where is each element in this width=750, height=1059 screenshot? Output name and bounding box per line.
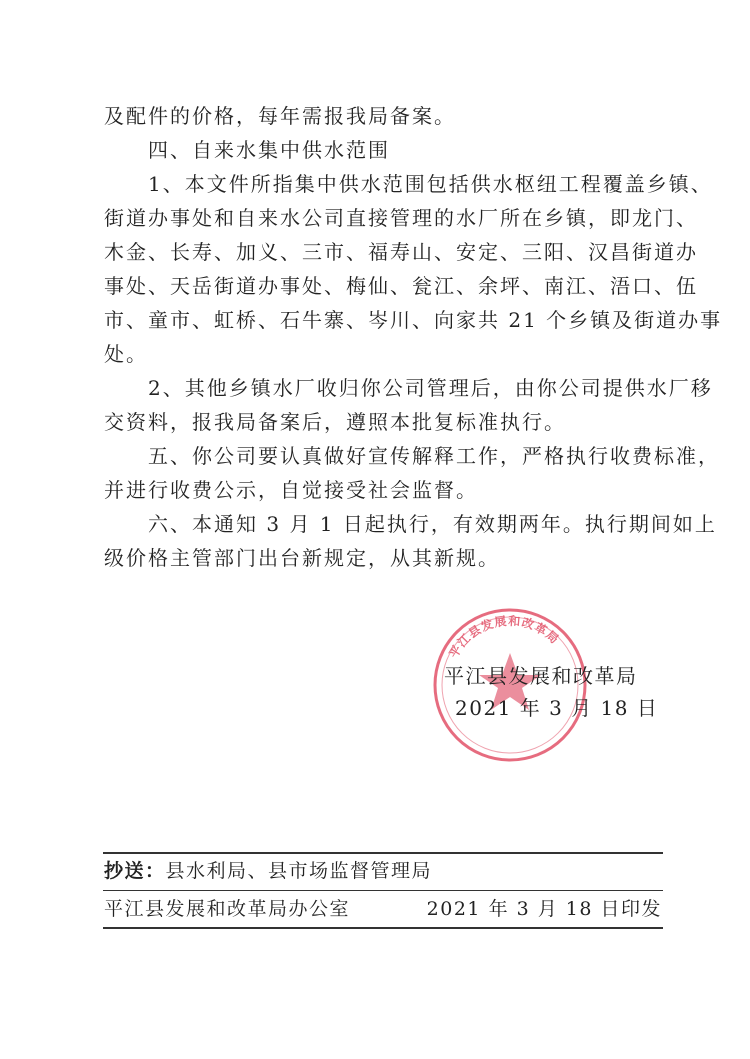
divider (103, 927, 663, 929)
body-line: 并进行收费公示，自觉接受社会监督。 (104, 478, 478, 502)
body-line: 2、其他乡镇水厂收归你公司管理后，由你公司提供水厂移 (148, 376, 713, 400)
cc-label: 抄送： (104, 860, 166, 882)
section-heading: 六、本通知 3 月 1 日起执行，有效期两年。执行期间如上 (148, 512, 717, 536)
issue-date: 2021 年 3 月 18 日印发 (426, 898, 662, 920)
divider (103, 852, 663, 854)
body-line: 街道办事处和自来水公司直接管理的水厂所在乡镇，即龙门、 (104, 206, 698, 230)
section-heading: 五、你公司要认真做好宣传解释工作，严格执行收费标准， (148, 444, 720, 468)
cc-value: 县水利局、县市场监督管理局 (165, 860, 433, 882)
signature-org: 平江县发展和改革局 (444, 664, 638, 688)
body-line: 级价格主管部门出台新规定，从其新规。 (104, 546, 500, 570)
body-line: 市、童市、虹桥、石牛寨、岑川、向家共 21 个乡镇及街道办事 (104, 308, 723, 332)
body-line: 木金、长寿、加义、三市、福寿山、安定、三阳、汉昌街道办 (104, 240, 698, 264)
body-line: 处。 (104, 342, 148, 366)
body-line: 事处、天岳街道办事处、梅仙、瓮江、余坪、南江、浯口、伍 (104, 274, 698, 298)
divider (103, 890, 663, 891)
signature-date: 2021 年 3 月 18 日 (455, 696, 659, 720)
seal-text: 平江县发展和改革局 (446, 613, 563, 661)
body-line: 交资料，报我局备案后，遵照本批复标准执行。 (104, 410, 566, 434)
body-line: 及配件的价格，每年需报我局备案。 (104, 104, 456, 128)
section-heading: 四、自来水集中供水范围 (148, 138, 390, 162)
issuer: 平江县发展和改革局办公室 (104, 898, 351, 920)
body-line: 1、本文件所指集中供水范围包括供水枢纽工程覆盖乡镇、 (148, 172, 713, 196)
cc-line (104, 859, 432, 883)
